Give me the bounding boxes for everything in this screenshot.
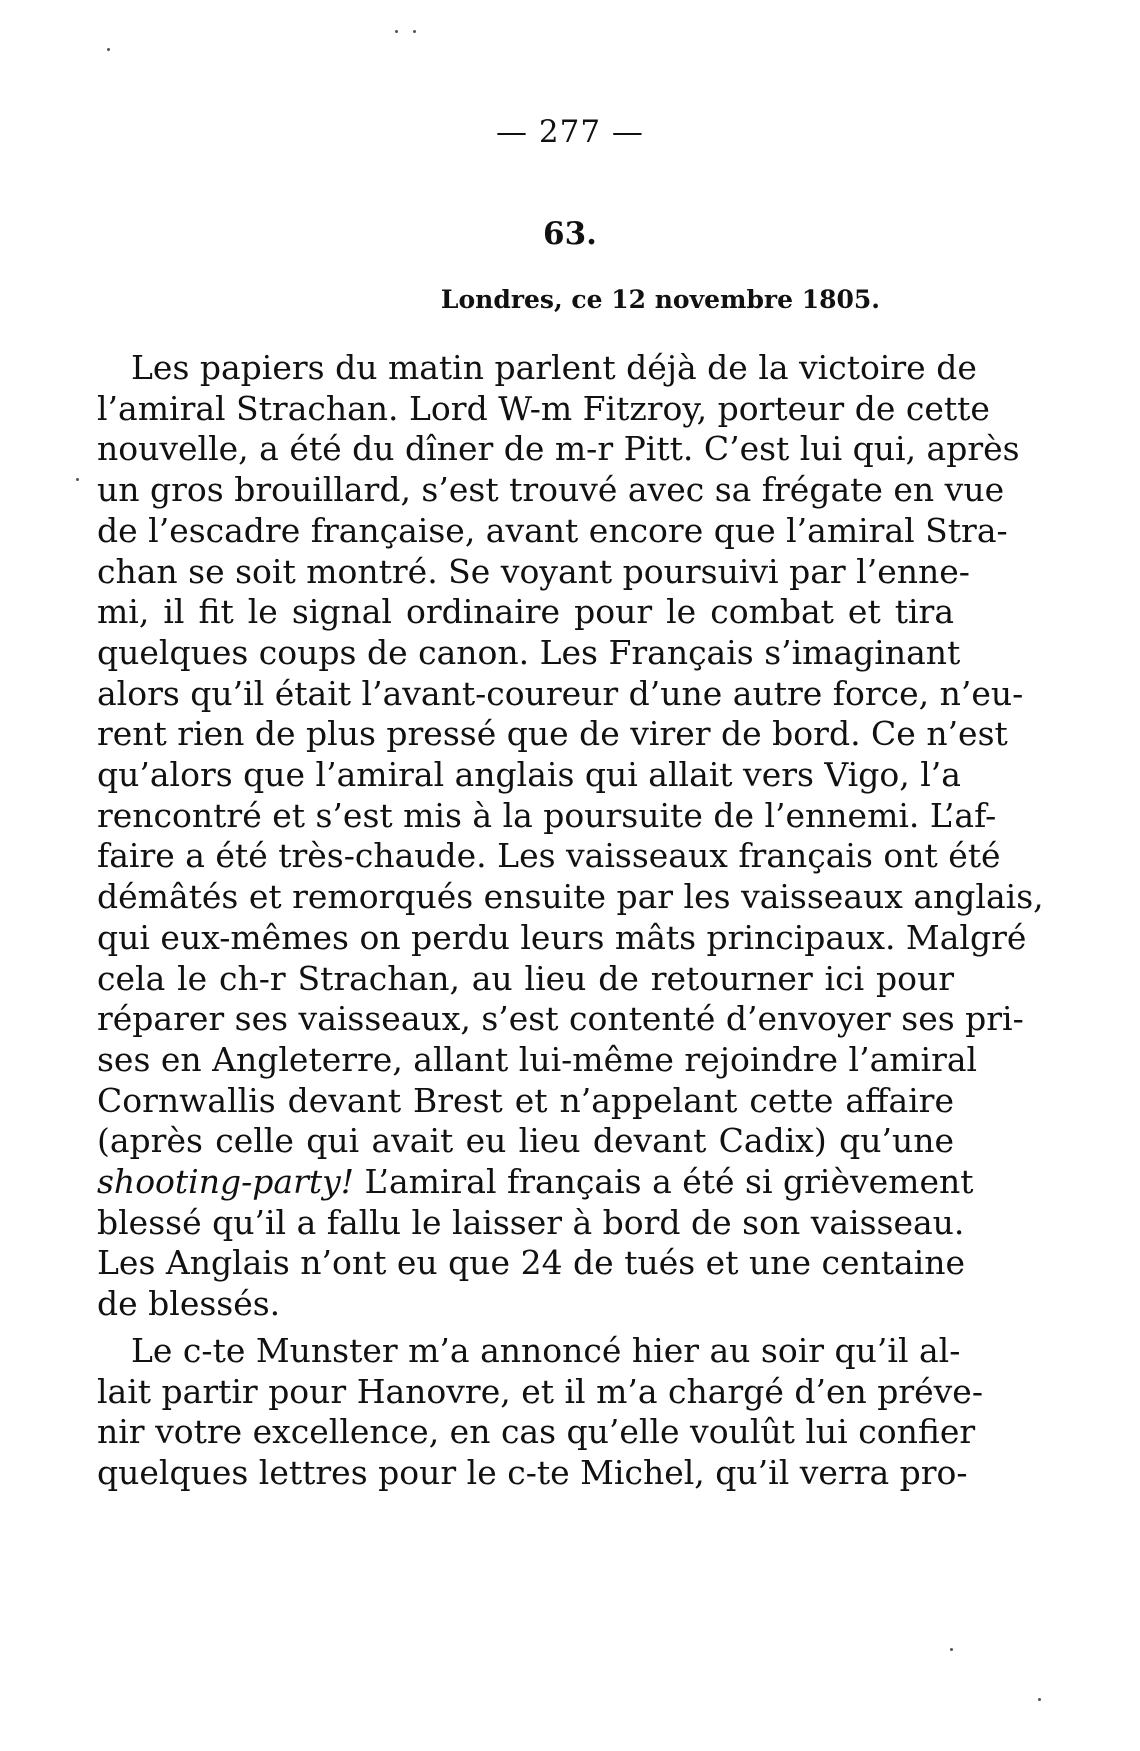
text-line: Le c-te Munster m’a annoncé hier au soir qu’il al- bbox=[131, 1330, 961, 1370]
text-line: cela le ch-r Strachan, au lieu de retourner ici pour bbox=[97, 958, 954, 998]
text-line: ses en Angleterre, allant lui-même rejoindre l’amiral bbox=[97, 1039, 978, 1079]
scan-speck bbox=[413, 30, 416, 33]
text-line: Cornwallis devant Brest et n’appelant cette affaire bbox=[97, 1080, 954, 1120]
text-line: qu’alors que l’amiral anglais qui allait vers Vigo, l’a bbox=[97, 755, 961, 795]
letter-body bbox=[97, 348, 1044, 1494]
text-line: un gros brouillard, s’est trouvé avec sa frégate en vue bbox=[97, 470, 1005, 510]
text-line: démâtés et remorqués ensuite par les vaisseaux anglais, bbox=[97, 877, 1044, 917]
text-line: l’amiral Strachan. Lord W-m Fitzroy, porteur de cette bbox=[97, 388, 990, 428]
text-line: de l’escadre française, avant encore que l’amiral Stra- bbox=[97, 510, 1008, 550]
text-line: nouvelle, a été du dîner de m-r Pitt. C’est lui qui, après bbox=[97, 429, 1020, 469]
text-line: lait partir pour Hanovre, et il m’a chargé d’en préve- bbox=[97, 1371, 983, 1411]
scan-speck bbox=[1038, 1698, 1041, 1701]
text-line: mi, il fit le signal ordinaire pour le combat et tira bbox=[97, 592, 954, 632]
text-line: de blessés. bbox=[97, 1284, 281, 1324]
dateline: Londres, ce 12 novembre 1805. bbox=[440, 285, 880, 314]
text-line: chan se soit montré. Se voyant poursuivi par l’enne- bbox=[97, 551, 970, 591]
text-line: alors qu’il était l’avant-coureur d’une autre force, n’eu- bbox=[97, 673, 1024, 713]
italic-phrase: shooting-party! bbox=[97, 1162, 355, 1202]
text-line: quelques lettres pour le c-te Michel, qu’il verra pro- bbox=[97, 1452, 968, 1492]
text-line: Les Anglais n’ont eu que 24 de tués et une centaine bbox=[97, 1243, 966, 1283]
scan-speck bbox=[395, 30, 398, 33]
letter-number: 63. bbox=[543, 216, 597, 252]
scan-speck bbox=[107, 48, 110, 51]
paragraph-1 bbox=[97, 348, 1044, 1325]
scan-speck bbox=[950, 1648, 953, 1651]
text-line: faire a été très-chaude. Les vaisseaux français ont été bbox=[97, 836, 1001, 876]
text-line: rent rien de plus pressé que de virer de bord. Ce n’est bbox=[97, 714, 1008, 754]
paragraph-2 bbox=[97, 1330, 983, 1494]
text-segment: L’amiral français a été si grièvement bbox=[354, 1162, 974, 1202]
text-line: (après celle qui avait eu lieu devant Cadix) qu’une bbox=[97, 1121, 954, 1161]
scan-speck bbox=[76, 478, 79, 481]
text-line: blessé qu’il a fallu le laisser à bord de son vaisseau. bbox=[97, 1202, 965, 1242]
text-line: nir votre excellence, en cas qu’elle voulût lui confier bbox=[97, 1412, 976, 1452]
text-line: qui eux-mêmes on perdu leurs mâts principaux. Malgré bbox=[97, 917, 1027, 957]
text-line: rencontré et s’est mis à la poursuite de l’ennemi. L’af- bbox=[97, 795, 997, 835]
text-line-with-italic bbox=[97, 1162, 974, 1203]
text-line: Les papiers du matin parlent déjà de la victoire de bbox=[131, 348, 977, 387]
page-number: — 277 — bbox=[496, 114, 644, 150]
text-line: réparer ses vaisseaux, s’est contenté d’envoyer ses pri- bbox=[97, 999, 1024, 1039]
text-line: quelques coups de canon. Les Français s’imaginant bbox=[97, 632, 961, 672]
